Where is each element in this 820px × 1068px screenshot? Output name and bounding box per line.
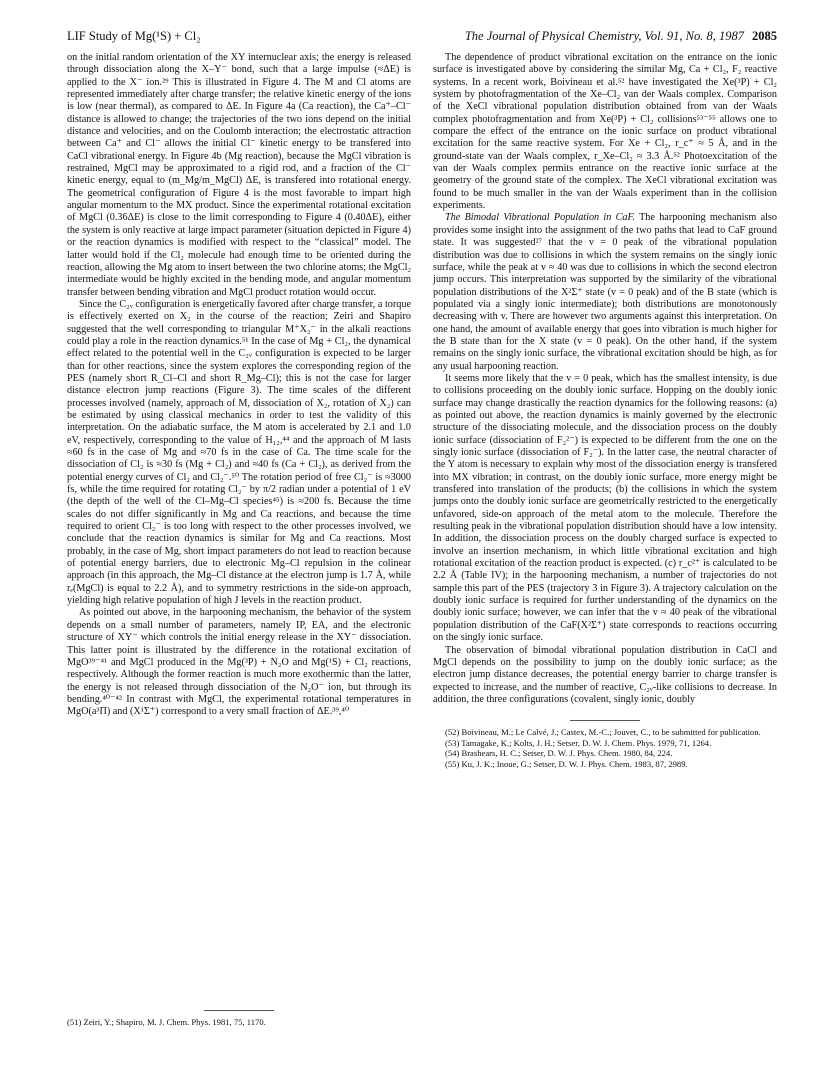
paragraph: Since the C₂ᵥ configuration is energetically favored after charge transfer, a torque is effectively exerted on X₂ in the course of the reaction; Zeiri and Shapiro suggested that the well corresponding to triangular M⁺X₂⁻ in the alkali reactions could play a role in the reaction dynamics.⁵¹ In the case of Mg + Cl₂, the dynamical effect related to the potential well in the C₂ᵥ configuration is expected to be larger than for other reactions, since the system explores the corresponding region of the PES (namely short R_Cl–Cl and short R_Mg–Cl); this is not the case for larger distance electron jump reactions (Figure 3). The time scales of the different processes involved (namely, approach of M, dissociation of X₂, rotation of X₂) can be estimated by using classical mechanics in order to test the validity of this interpretation. On the adiabatic surface, the M atom is accelerated by 2.1 and 1.0 eV, respectively, corresponding to the value of H₁₂,⁴⁴ and the approach of M lasts ≈60 fs in the case of Mg and ≈70 fs in the case of Ca. The time scale for the dissociation of Cl₂ is ≈30 fs (Mg + Cl₂) and ≈40 fs (Ca + Cl₂), as derived from the potential energy curves of Cl₂ and Cl₂⁻.⁵⁰ The rotation period of free Cl₂⁻ is ≈3000 fs, while the time required for rotating Cl₂⁻ by π/2 radian under a potential of 1 eV (the depth of the well of the Cl–Mg–Cl species⁴⁵) is ≈200 fs. Because the time scales do not differ significantly in Mg and Ca reactions, and because the time required to orient Cl₂⁻ is too long with respect to the other processes involved, we conclude that the reaction dynamics is similar for Mg and Ca reactions. Most probably, in the case of Mg, short impact parameters do not lead to reaction because of potential energy barriers, due to electronic Mg–Cl repulsion in the colinear approach (in this approach, the Mg–Cl distance at the electron jump is 1.7 Å, while rₑ(MgCl) is equal to 2.2 Å), and to symmetry restrictions in the side-on approach, yielding high relative population of high J levels in the reaction product. xyxy=(67,298,411,607)
running-title: LIF Study of Mg(¹S) + Cl₂ xyxy=(67,29,201,43)
footnote: (54) Brashears, H. C.; Setser, D. W. J. Phys. Chem. 1980, 84, 224. xyxy=(445,748,673,759)
paragraph: It seems more likely that the v = 0 peak, which has the smallest intensity, is due to collisions proceeding on the doubly ionic surface. Hopping on the doubly ionic surface may change drastically the reaction dynamics for the following reasons: (a) as pointed out above, the reaction dynamics is mainly governed by the electronic structure of the dissociating molecule, and the dissociation process on the doubly ionic surface (dissociation of F₂²⁻) is expected to be different from the one on the singly ionic surface (dissociation of F₂⁻). In the latter case, the neutral character of the Y atom is necessary to explain why most of the dissociation energy is transfered into MX vibration; in contrast, on the doubly ionic surface, more energy might be transfered into translation of the products; (b) the collisions in which the system jumps onto the doubly ionic surface are geometrically restricted to the energetically unfavored, side-on approach of the metal atom to the molecule. Therefore the resulting peak in the vibrational population distribution should have a low intensity. In addition, the dissociation process on the doubly charged surface is expected to involve an insertion mechanism, in which little vibrational excitation and high rotational excitation of the reaction product is expected. (c) r_c²⁺ is calculated to be 2.2 Å (Table IV); in the harpooning mechanism, a number of trajectories do not sample this part of the PES (trajectory 3 in Figure 3). A trajectory calculation on the doubly ionic surface is required for further understanding of the dynamics on the doubly ionic surface; however, we can infer that the v ≈ 40 peak of the vibrational population distribution of the CaF(X²Σ⁺) state corresponds to reactions occurring on the singly ionic surface. xyxy=(433,372,777,644)
page-header xyxy=(67,28,777,44)
right-column xyxy=(433,52,777,770)
journal-citation xyxy=(465,28,777,44)
paragraph: As pointed out above, in the harpooning mechanism, the behavior of the system depends on a small number of parameters, namely IP, EA, and the electronic structure of XY⁻ which controls the initial energy release in the XY⁻ dissociation. This latter point is illustrated by the difference in the rotational excitation of MgO³⁹⁻⁴¹ and MgCl produced in the Mg(³P) + N₂O and Mg(¹S) + Cl₂ reactions, respectively. Although the former reaction is much more exothermic than the latter, the energy is not released through dissociation of the N₂O⁻ ion, but through its bending.⁴⁰⁻⁴² In contrast with MgCl, the experimental rotational temperatures in MgO(a³Π) and (X¹Σ⁺) correspond to a very small fraction of ΔE.³⁹,⁴⁰ xyxy=(67,607,411,718)
page-number: 2085 xyxy=(752,29,777,43)
left-footnotes xyxy=(67,1010,411,1028)
footnote-divider xyxy=(204,1010,274,1011)
right-footnotes xyxy=(433,720,777,769)
section-heading: The Bimodal Vibrational Population in CaF. xyxy=(445,212,635,224)
left-column xyxy=(67,52,411,719)
footnote: (52) Boivineau, M.; Le Calvé, J.; Castex, M.-C.; Jouvet, C., to be submitted for publication. xyxy=(445,727,761,738)
paragraph-body: The harpooning mechanism also provides some insight into the assignment of the two paths that lead to CaF ground state. It was suggested²⁷ that the v = 0 peak of the vibrational population distribution was due to collisions in which the system remains on the singly ionic surface, while the peak at v ≈ 40 was due to collisions in which the second electron jump occurs. This interpretation was supported by the similarity of the vibrational population distributions of the X²Σ⁺ state (v = 0 peak) and of the B state (which is populated via a singly ionic intermediate); both distributions are monotonously decreasing with v. There are however two arguments against this interpretation. On one hand, the amount of available energy that goes into vibration is much higher for the B state than for the X state (v = 0 peak). On the other hand, if the system remains on the singly ionic surface, the vibrational excitation should be high, as for any usual harpooning reaction. xyxy=(433,212,777,372)
footnote-divider xyxy=(570,720,640,721)
paragraph: The observation of bimodal vibrational population distribution in CaCl and MgCl depends on the possibility to jump on the doubly ionic surface; as the electron jump distance decreases, the potential energy barrier to charge transfer is expected to increase, and the number of reactive, C₂ᵥ-like collisions to decrease. In addition, the three configurations (covalent, singly ionic, doubly xyxy=(433,644,777,705)
footnote: (53) Tamagake, K.; Kolts, J. H.; Setser, D. W. J. Chem. Phys. 1979, 71, 1264. xyxy=(445,737,712,748)
footnote: (55) Ku, J. K.; Inoue, G.; Setser, D. W. J. Phys. Chem. 1983, 87, 2989. xyxy=(445,759,688,769)
paragraph: on the initial random orientation of the XY internuclear axis; the energy is released through dissociation along the X–Y⁻ bond, such that a large impulse (≈ΔE) is applied to the X⁻ ion.²⁹ This is illustrated in Figure 4. The M and Cl atoms are represented immediately after charge transfer; the relative kinetic energy of the ions is low (near thermal), as compared to ΔE. In Figure 4a (Ca reaction), the Ca⁺–Cl⁻ distance is allowed to change; the trajectories of the two ions depend on the initial distance and velocities, and on the Coulomb interaction; the electrostatic attraction between Ca⁺ and Cl⁻ allows the initial Cl⁻ kinetic energy to be transfered into CaCl vibrational energy. In Figure 4b (Mg reaction), because the MgCl vibration is restrained, MgCl may be approximated to a rigid rod, and a fraction of the Cl⁻ kinetic energy, equal to (m_Mg/m_MgCl) ΔE, is transfered into rotational energy. The geometrical configuration of Figure 4 is the most favorable to impart high angular momentum to the MX product. Since the experimental rotational excitation of MgCl (0.36ΔE) is close to the limit corresponding to Figure 4 (0.40ΔE), either the system is only reactive at large impact parameter (situation depicted in Figure 4) or the reaction dynamics is modified with respect to the “classical” model. The latter would hold if the Cl₂ molecule had enough time to be oriented during the reaction, allowing the Mg atom to insert between the two chlorine atoms; the MgCl₂ intermediate would be highly excited in the bending mode, and angular momentum transfer between bending vibration and MgCl product rotation would occur. xyxy=(67,52,411,298)
paragraph: The dependence of product vibrational excitation on the entrance on the ionic surface is investigated above by considering the similar Mg, Ca + Cl₂, F₂ reactive systems. In a recent work, Boivineau et al.⁵² have investigated the Xe(³P) + Cl₂ system by photofragmentation of the Xe–Cl₂ van der Waals complex. Comparison of the XeCl vibrational population distribution obtained from van der Waals complex photofragmentation and from Xe(³P) + Cl₂ collisions⁵³⁻⁵⁵ allows one to compare the effect of the entrance on the ionic surface on product vibrational excitation for the same reactive system. For Xe + Cl₂, r_c⁺ ≈ 5 Å, and in the ground-state van der Waals complex, r_Xe–Cl₂ ≈ 3.3 Å.⁵² Photoexcitation of the van der Waals complex permits entrance on the reactive ionic surface at the geometry of the ground state of the complex. The XeCl vibrational excitation was found to be much smaller in the van der Waals experiment than in the collision experiments. xyxy=(433,52,777,212)
paragraph xyxy=(433,212,777,372)
footnote: (51) Zeiri, Y.; Shapiro, M. J. Chem. Phys. 1981, 75, 1170. xyxy=(67,1017,266,1027)
journal-name: The Journal of Physical Chemistry, Vol. 91, No. 8, 1987 xyxy=(464,29,744,43)
